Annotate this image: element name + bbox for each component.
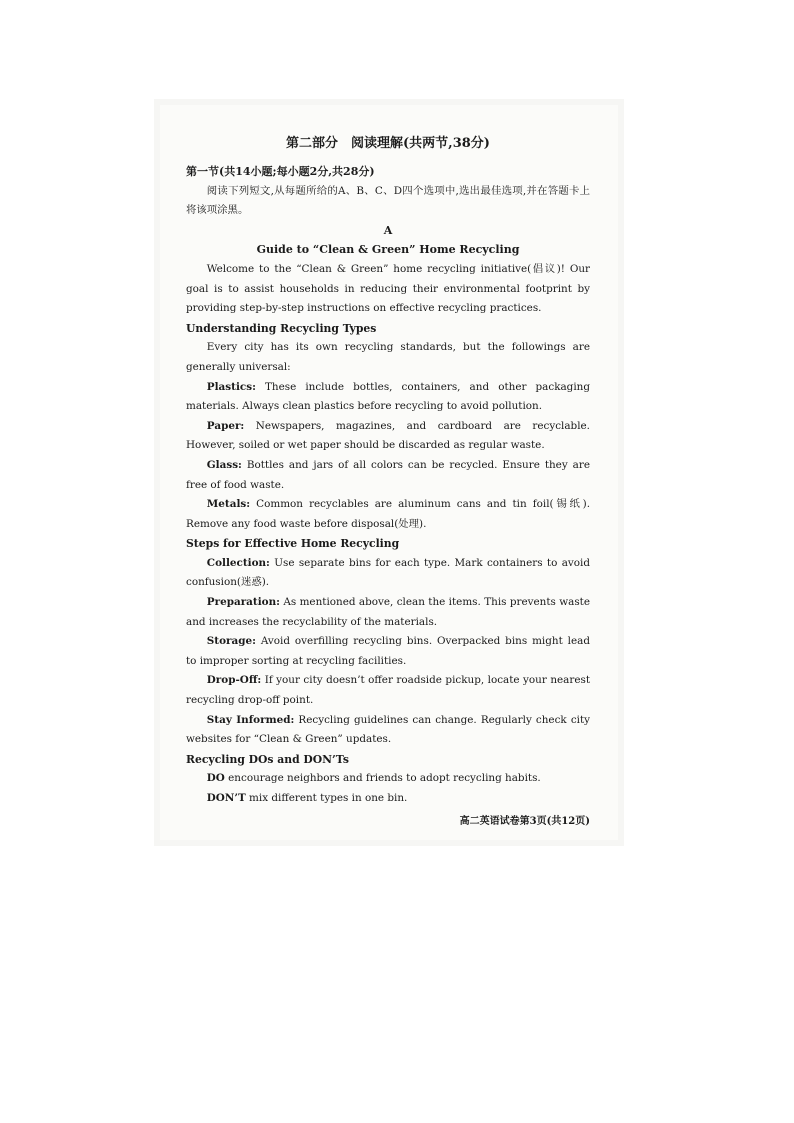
intro-paragraph: Welcome to the “Clean & Green” home recycling initiative(倡议)! Our goal is to assist households in reducing their environmental footprint by providing step-by-step instructions on effective recycling practices.: [186, 262, 590, 315]
dont-item: [186, 789, 590, 809]
steps-heading: Steps for Effective Home Recycling: [186, 537, 400, 551]
item-text: Newspapers, magazines, and cardboard are recyclable. However, soiled or wet paper should be discarded as regular waste.: [186, 419, 590, 452]
step-term: Stay Informed:: [206, 713, 295, 726]
step-term: Collection:: [206, 556, 270, 569]
step-drop-off: [186, 671, 590, 710]
exam-page: [186, 128, 590, 809]
item-term: Plastics:: [206, 380, 256, 393]
passage-letter: A: [383, 223, 393, 237]
step-text: As mentioned above, clean the items. This prevents waste and increases the recyclability of the materials.: [186, 596, 590, 628]
step-text: Recycling guidelines can change. Regularly check city websites for “Clean & Green” updates.: [186, 713, 591, 746]
item-metals: [186, 495, 590, 534]
step-text: Use separate bins for each type. Mark containers to avoid confusion(迷惑).: [186, 556, 590, 589]
item-glass: [186, 456, 590, 495]
dont-term: DON’T: [206, 792, 246, 804]
item-text: These include bottles, containers, and other packaging materials. Always clean plastics before recycling to avoid pollution.: [186, 380, 590, 413]
instructions: 阅读下列短文,从每题所给的A、B、C、D四个选项中,选出最佳选项,并在答题卡上将该项涂黑。: [186, 184, 590, 217]
item-term: Metals:: [206, 498, 251, 511]
item-plastics: [186, 378, 590, 417]
do-item: [186, 769, 590, 789]
page-footer: 高二英语试卷第3页(共12页): [459, 816, 590, 827]
step-collection: [186, 554, 590, 593]
step-text: Avoid overfilling recycling bins. Overpacked bins might lead to improper sorting at recycling facilities.: [186, 635, 590, 667]
dont-text: mix different types in one bin.: [245, 792, 408, 804]
step-term: Storage:: [206, 635, 256, 648]
do-term: DO: [206, 772, 225, 785]
item-paper: [186, 417, 590, 456]
step-text: If your city doesn’t offer roadside pickup, locate your nearest recycling drop-off point.: [186, 674, 590, 707]
step-storage: [186, 632, 590, 671]
understanding-heading: Understanding Recycling Types: [186, 321, 377, 335]
step-term: Drop-Off:: [206, 674, 262, 687]
section-heading: 第一节(共14小题;每小题2分,共28分): [186, 165, 375, 178]
item-term: Glass:: [206, 458, 242, 471]
dos-donts-heading: Recycling DOs and DON’Ts: [186, 752, 349, 766]
step-term: Preparation:: [206, 596, 280, 609]
understanding-lead: Every city has its own recycling standards, but the followings are generally universal:: [186, 341, 590, 373]
step-stay-informed: [186, 711, 590, 750]
step-preparation: [186, 593, 590, 632]
item-term: Paper:: [206, 419, 245, 432]
item-text: Bottles and jars of all colors can be recycled. Ensure they are free of food waste.: [186, 458, 590, 491]
part-title: 第二部分 阅读理解(共两节,38分): [286, 136, 490, 151]
item-text: Common recyclables are aluminum cans and tin foil(锡纸). Remove any food waste before disposal(处理).: [186, 498, 590, 530]
do-text: encourage neighbors and friends to adopt recycling habits.: [224, 772, 541, 785]
guide-title: Guide to “Clean & Green” Home Recycling: [256, 243, 520, 257]
